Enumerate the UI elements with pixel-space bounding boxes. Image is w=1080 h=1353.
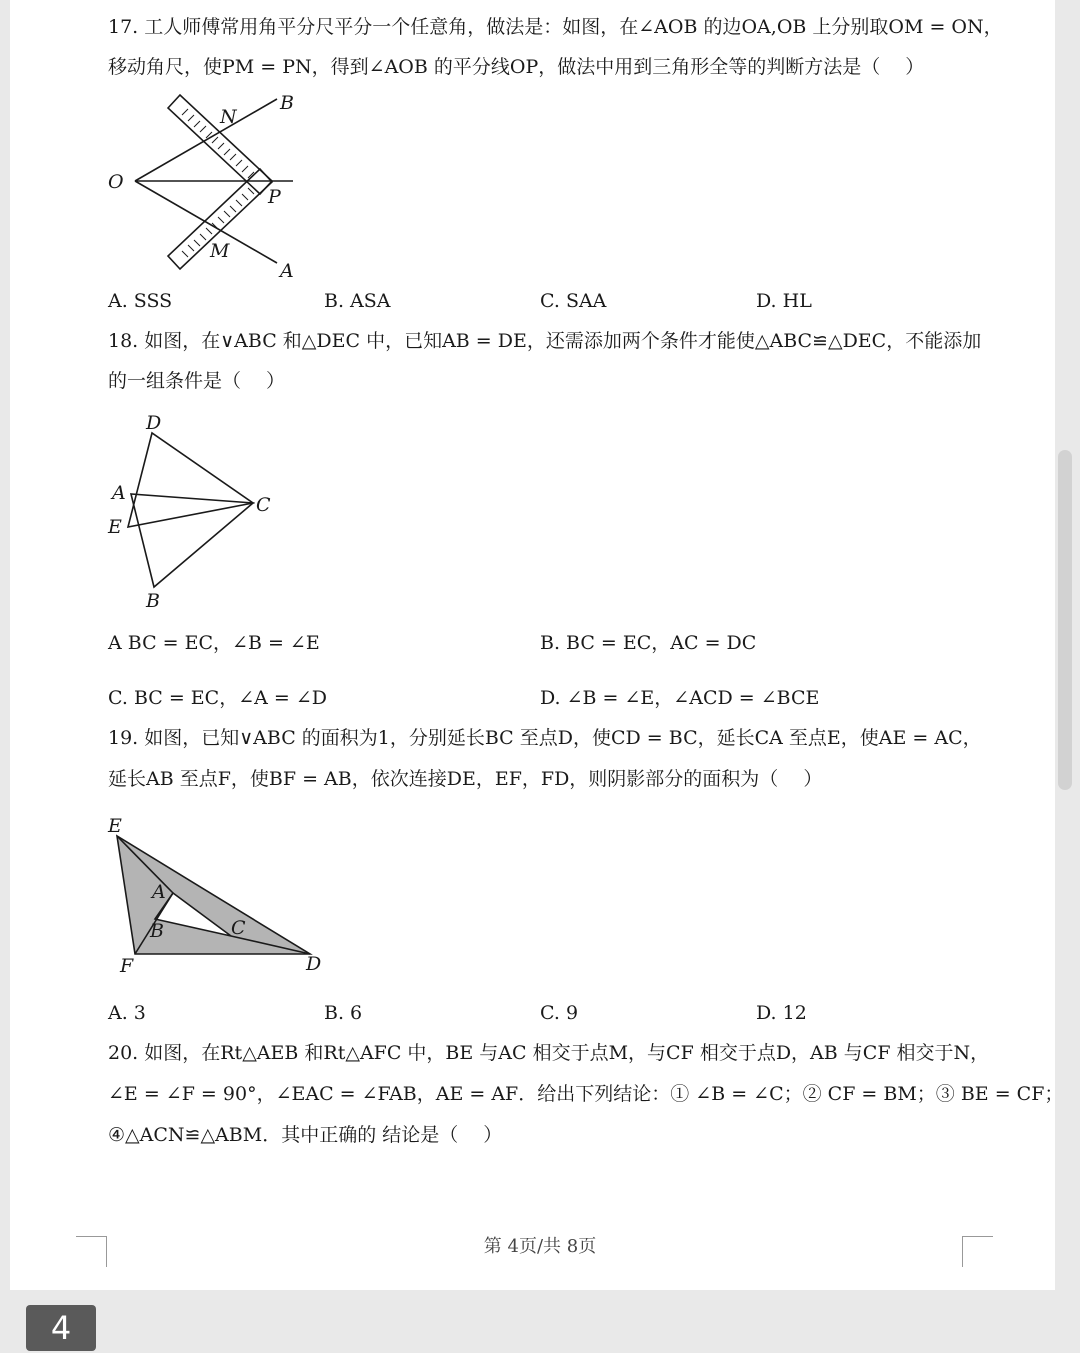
q17-label-p: P <box>268 186 281 208</box>
q19-label-a: A <box>152 881 166 903</box>
q18-option-d[interactable]: D. ∠B = ∠E，∠ACD = ∠BCE <box>540 687 820 709</box>
q19-text-line2: 延长AB 至点F，使BF = AB，依次连接DE，EF，FD，则阴影部分的面积为（ ） <box>108 768 823 790</box>
page-number-badge[interactable]: 4 <box>26 1305 96 1351</box>
q17-option-a[interactable]: A. SSS <box>108 290 173 312</box>
q18-label-d: D <box>146 412 162 434</box>
q19-text-line1: 19. 如图，已知∨ABC 的面积为1，分别延长BC 至点D，使CD = BC，延长CA 至点E，使AE = AC， <box>108 727 982 749</box>
q19-option-c[interactable]: C. 9 <box>540 1002 579 1024</box>
q17-text-line2: 移动角尺，使PM = PN，得到∠AOB 的平分线OP，做法中用到三角形全等的判断方法是（ ） <box>108 56 925 78</box>
q18-label-e: E <box>108 516 122 538</box>
q17-label-m: M <box>210 240 230 262</box>
q17-label-b: B <box>280 92 294 114</box>
q19-option-d[interactable]: D. 12 <box>756 1002 807 1024</box>
page-footer: 第 4页/共 8页 <box>483 1236 597 1257</box>
q18-text-line2: 的一组条件是（ ） <box>108 370 286 392</box>
q20-text-line3: ④△ACN≌△ABM．其中正确的 结论是（ ） <box>108 1124 503 1146</box>
q19-figure <box>100 812 340 982</box>
q18-label-c: C <box>256 494 271 516</box>
q20-text-line1: 20. 如图，在Rt△AEB 和Rt△AFC 中，BE 与AC 相交于点M，与CF 相交于点D，AB 与CF 相交于N， <box>108 1042 990 1064</box>
q17-option-b[interactable]: B. ASA <box>324 290 391 312</box>
q19-label-e: E <box>108 815 122 837</box>
q19-label-d: D <box>306 953 322 975</box>
q18-option-a[interactable]: A BC = EC，∠B = ∠E <box>108 632 320 654</box>
q17-label-n: N <box>220 106 237 128</box>
q20-text-line2: ∠E = ∠F = 90°，∠EAC = ∠FAB，AE = AF．给出下列结论：① ∠B = ∠C；② CF = BM；③ BE = CF； <box>108 1083 1064 1105</box>
q18-option-b[interactable]: B. BC = EC，AC = DC <box>540 632 757 654</box>
q19-label-c: C <box>231 917 246 939</box>
q18-label-a: A <box>112 482 126 504</box>
q18-option-c[interactable]: C. BC = EC，∠A = ∠D <box>108 687 327 709</box>
q18-label-b: B <box>146 590 160 612</box>
q17-label-a: A <box>280 260 294 282</box>
q17-figure <box>100 85 310 285</box>
q19-option-b[interactable]: B. 6 <box>324 1002 363 1024</box>
q17-text-line1: 17. 工人师傅常用角平分尺平分一个任意角，做法是：如图，在∠AOB 的边OA,OB 上分别取OM = ON， <box>108 16 1003 38</box>
q19-option-a[interactable]: A. 3 <box>108 1002 146 1024</box>
q17-option-c[interactable]: C. SAA <box>540 290 607 312</box>
scrollbar-thumb[interactable] <box>1058 450 1072 790</box>
q19-label-b: B <box>150 920 164 942</box>
q17-label-o: O <box>108 171 124 193</box>
q18-figure <box>100 405 290 615</box>
q18-text-line1: 18. 如图，在∨ABC 和△DEC 中，已知AB = DE，还需添加两个条件才能使△ABC≌△DEC，不能添加 <box>108 330 982 352</box>
q17-option-d[interactable]: D. HL <box>756 290 812 312</box>
q19-label-f: F <box>120 955 134 977</box>
